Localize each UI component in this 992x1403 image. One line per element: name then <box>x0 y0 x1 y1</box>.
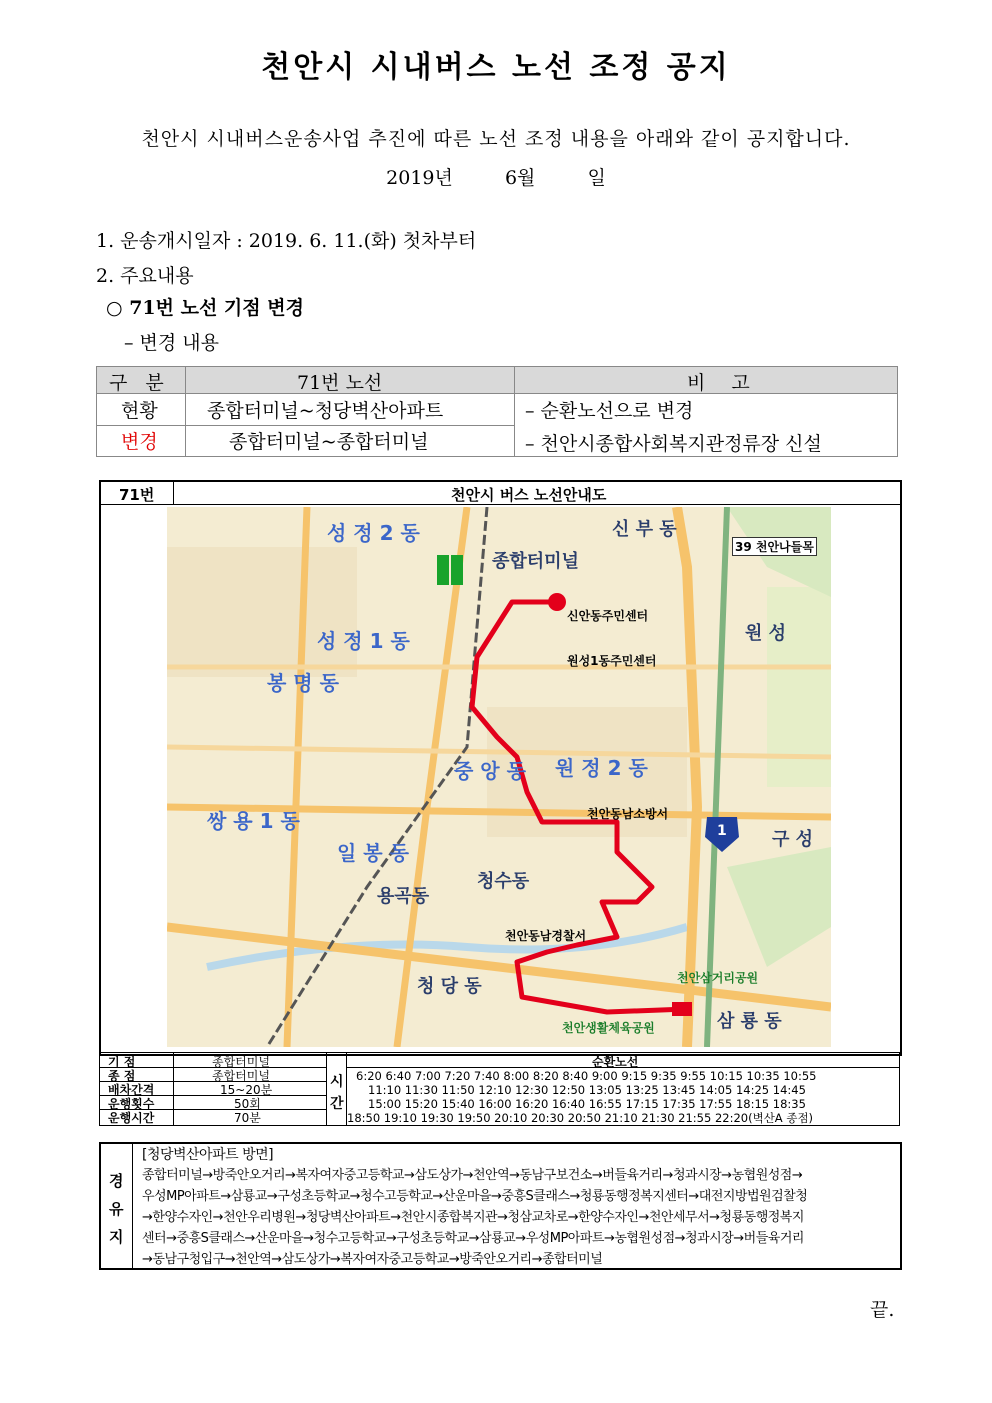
info-label-start: 기 점 <box>108 1055 136 1069</box>
route-map-box <box>99 480 902 1056</box>
label-nadeulmok: 39 천안나들목 <box>732 537 817 556</box>
label-seongjeong1: 성 정 1 동 <box>317 629 410 653</box>
main-content-item: 2. 주요내용 <box>96 265 194 287</box>
label-bongmyeong: 봉 명 동 <box>267 671 339 695</box>
date-year: 2019년 <box>386 167 453 189</box>
label-sports-park: 천안생활체육공원 <box>562 1021 655 1035</box>
via-label-1: 경 <box>109 1172 124 1190</box>
info-label-interval: 배차간격 <box>108 1083 155 1097</box>
date-day: 일 <box>587 167 606 189</box>
row-change-route: 종합터미널~종합터미널 <box>229 431 429 453</box>
schedule-header: 순환노선 <box>592 1055 639 1069</box>
route-line-3: →한양수자인→천안우리병원→청당벽산아파트→천안시종합복지관→청삼교차로→한양수자인→천안세무서→청룡동행정복지 <box>142 1210 804 1225</box>
label-cheongdang: 청 당 동 <box>417 976 482 997</box>
route-line-4: 센터→중흥S클래스→산운마을→청수고등학교→구성초등학교→삼룡교→우성MP아파트→농협원성점→청과시장→버들육거리 <box>142 1231 804 1246</box>
map-header <box>101 482 900 505</box>
route-line-1: 종합터미널→방죽안오거리→복자여자중고등학교→삼도상가→천안역→동남구보건소→버들육거리→청과시장→농협원성점→ <box>142 1168 803 1183</box>
info-table <box>99 1052 900 1126</box>
label-guseong: 구 성 <box>772 829 814 850</box>
info-label-trips: 운행횟수 <box>108 1097 155 1111</box>
schedule-line-3: 15:00 15:20 15:40 16:00 16:20 16:40 16:55 17:15 17:35 17:55 18:15 18:35 <box>368 1097 806 1111</box>
via-label-3: 지 <box>109 1228 124 1246</box>
schedule-line-4: 18:50 19:10 19:30 19:50 20:10 20:30 20:50 21:10 21:30 21:55 22:20(벽산A 종점) <box>347 1111 814 1125</box>
label-terminal: 종합터미널 <box>492 551 579 572</box>
notice-date <box>0 163 992 190</box>
time-label-2: 간 <box>330 1096 344 1112</box>
label-wonseong: 원 성 <box>745 623 787 644</box>
info-value-start: 종합터미널 <box>212 1055 270 1069</box>
page-title: 천안시 시내버스 노선 조정 공지 <box>261 50 731 85</box>
row-current-label: 현황 <box>121 400 158 422</box>
via-label-2: 유 <box>109 1200 124 1218</box>
route-map <box>167 507 831 1047</box>
schedule-line-1: 6:20 6:40 7:00 7:20 7:40 8:00 8:20 8:40 9:00 9:15 9:35 9:55 10:15 10:35 10:55 <box>356 1069 817 1083</box>
header-route: 71번 노선 <box>297 372 383 394</box>
label-wonseong1-center: 원성1동주민센터 <box>567 654 657 668</box>
header-remarks: 비 고 <box>687 372 760 394</box>
map-title: 천안시 버스 노선안내도 <box>451 486 607 504</box>
info-label-duration: 운행시간 <box>108 1111 155 1125</box>
label-samgeori-park: 천안삼거리공원 <box>677 971 759 985</box>
change-table-header <box>97 367 897 394</box>
end-mark: 끝. <box>870 1299 895 1321</box>
label-seongjeong2: 성 정 2 동 <box>327 521 420 545</box>
info-value-interval: 15~20분 <box>220 1083 273 1097</box>
intro-text: 천안시 시내버스운송사업 추진에 따른 노선 조정 내용을 아래와 같이 공지합니다. <box>141 128 851 150</box>
label-wonseong2: 원 정 2 동 <box>555 756 648 780</box>
remark-circular: – 순환노선으로 변경 <box>525 400 694 422</box>
header-category: 구 분 <box>109 372 170 394</box>
label-police: 천안동남경찰서 <box>505 929 587 943</box>
label-jungang: 중 앙 동 <box>454 759 526 783</box>
date-month: 6월 <box>504 167 536 189</box>
label-ilbong: 일 봉 동 <box>337 841 409 865</box>
info-label-end: 종 점 <box>108 1069 136 1083</box>
row-change-label: 변경 <box>121 431 158 453</box>
change-table <box>96 366 898 457</box>
route-change-heading: ○ 71번 노선 기점 변경 <box>106 297 304 319</box>
info-value-duration: 70분 <box>234 1111 261 1125</box>
label-fire-station: 천안동남소방서 <box>587 807 669 821</box>
label-ssangyong1: 쌍 용 1 동 <box>207 809 300 833</box>
schedule-line-2: 11:10 11:30 11:50 12:10 12:30 12:50 13:05 13:25 13:45 14:05 14:25 14:45 <box>368 1083 806 1097</box>
label-yonggok: 용곡동 <box>377 886 430 907</box>
remark-new-stop: – 천안시종합사회복지관정류장 신설 <box>525 433 822 455</box>
label-sinbu: 신 부 동 <box>612 519 677 540</box>
route-line-2: 우성MP아파트→삼룡교→구성초등학교→청수고등학교→산운마을→중흥S클래스→청룡동행정복지센터→대전지방법원검찰청 <box>142 1189 808 1204</box>
time-label-1: 시 <box>330 1074 344 1090</box>
change-detail-heading: – 변경 내용 <box>124 332 219 354</box>
label-cheongsu: 청수동 <box>477 871 530 892</box>
info-value-trips: 50회 <box>234 1097 261 1111</box>
label-samnyong: 삼 룡 동 <box>717 1011 782 1032</box>
route-direction: [청당벽산아파트 방면] <box>142 1147 274 1163</box>
highway-1-icon: 1 <box>717 823 727 839</box>
route-line-5: →동남구청입구→천안역→삼도상가→복자여자중고등학교→방죽안오거리→종합터미널 <box>142 1252 603 1267</box>
route-number: 71번 <box>119 486 155 504</box>
info-value-end: 종합터미널 <box>212 1069 270 1083</box>
label-sinan-center: 신안동주민센터 <box>567 609 649 623</box>
route-stops-box <box>99 1142 902 1270</box>
start-date-item: 1. 운송개시일자 : 2019. 6. 11.(화) 첫차부터 <box>96 230 477 252</box>
row-current-route: 종합터미널~청당벽산아파트 <box>207 400 444 422</box>
